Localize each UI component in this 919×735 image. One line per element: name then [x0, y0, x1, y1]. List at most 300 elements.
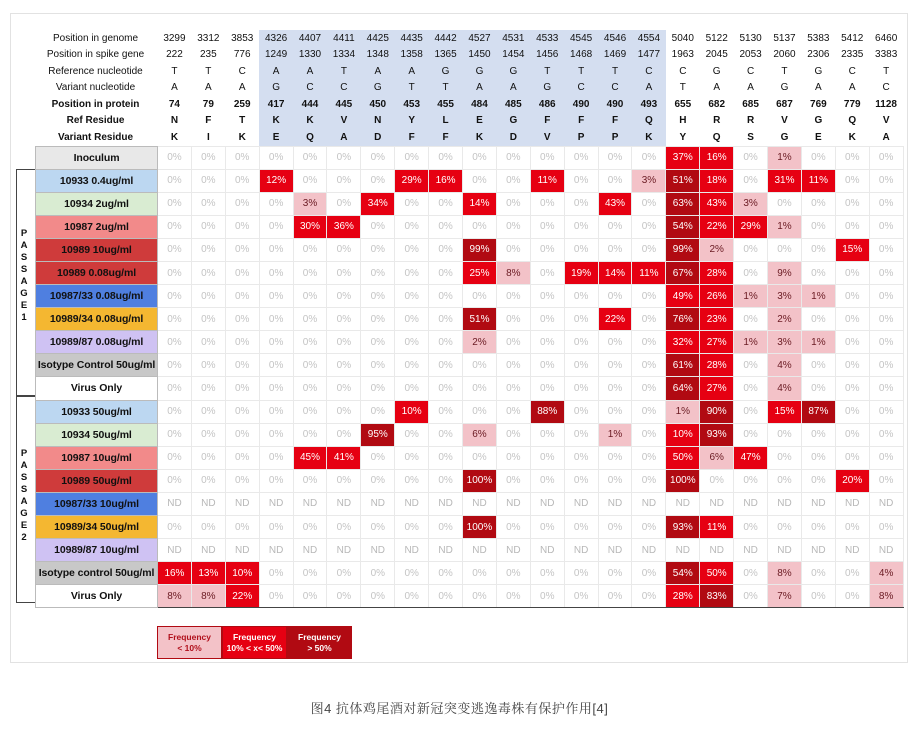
frequency-cell: ND [395, 492, 429, 515]
frequency-cell: 0% [429, 261, 463, 284]
frequency-cell: 0% [700, 469, 734, 492]
frequency-cell: 0% [158, 469, 192, 492]
frequency-cell: 0% [632, 516, 666, 539]
frequency-cell: ND [632, 539, 666, 562]
frequency-cell: ND [768, 492, 802, 515]
frequency-cell: 0% [327, 308, 361, 331]
frequency-cell: 0% [598, 285, 632, 308]
frequency-cell: 0% [768, 446, 802, 469]
frequency-cell: 0% [327, 400, 361, 423]
header-row-label: Ref Residue [66, 115, 125, 127]
header-cell: 2053 [739, 49, 762, 61]
frequency-cell: 19% [564, 261, 598, 284]
header-cell: E [815, 131, 822, 143]
table-row [36, 585, 904, 608]
frequency-cell: 3% [768, 285, 802, 308]
frequency-cell: 0% [869, 285, 903, 308]
header-cell: 2045 [705, 49, 728, 61]
passage-2-label: P A S S A G E 2 [20, 448, 28, 543]
sample-label: 10987 10ug/ml [36, 446, 158, 469]
frequency-cell: 0% [768, 423, 802, 446]
header-cell: 1348 [361, 47, 395, 64]
frequency-cell: 0% [429, 308, 463, 331]
header-cell: 493 [632, 96, 666, 113]
frequency-cell: 0% [801, 516, 835, 539]
frequency-cell: 0% [496, 469, 530, 492]
frequency-cell: 29% [734, 215, 768, 238]
frequency-cell: ND [191, 539, 225, 562]
header-cell: 2335 [841, 49, 864, 61]
header-cell: 1330 [293, 47, 327, 64]
frequency-cell: 0% [259, 469, 293, 492]
frequency-cell: 0% [801, 377, 835, 400]
header-cell: 3383 [875, 49, 898, 61]
frequency-cell: 0% [530, 146, 564, 169]
frequency-cell: 0% [395, 354, 429, 377]
frequency-cell: 0% [835, 516, 869, 539]
frequency-cell: 0% [327, 261, 361, 284]
header-cell: F [395, 129, 429, 146]
header-cell: 79 [202, 98, 214, 110]
frequency-cell: 4% [768, 377, 802, 400]
frequency-cell: 63% [666, 192, 700, 215]
header-cell: 769 [810, 98, 827, 110]
frequency-cell: 0% [869, 377, 903, 400]
frequency-cell: 100% [463, 469, 497, 492]
frequency-cell: 0% [869, 331, 903, 354]
frequency-cell: 0% [564, 562, 598, 585]
frequency-cell: ND [225, 539, 259, 562]
header-cell: T [239, 115, 246, 127]
frequency-cell: 15% [835, 238, 869, 261]
frequency-cell: 0% [191, 469, 225, 492]
header-cell: D [361, 129, 395, 146]
frequency-cell: 93% [666, 516, 700, 539]
frequency-cell: 1% [768, 146, 802, 169]
header-cell: T [781, 65, 788, 77]
frequency-cell: 0% [564, 285, 598, 308]
header-cell: G [361, 80, 395, 97]
frequency-cell: 0% [869, 446, 903, 469]
header-cell: G [712, 65, 721, 77]
frequency-cell: 0% [564, 331, 598, 354]
frequency-cell: 0% [395, 516, 429, 539]
header-cell: G [530, 80, 564, 97]
frequency-cell: 0% [564, 238, 598, 261]
frequency-cell: 0% [191, 238, 225, 261]
header-cell: 2306 [807, 49, 830, 61]
frequency-cell: 0% [293, 354, 327, 377]
frequency-cell: 0% [530, 469, 564, 492]
frequency-cell: 0% [158, 308, 192, 331]
frequency-cell: 61% [666, 354, 700, 377]
frequency-cell: 0% [598, 331, 632, 354]
header-cell: K [848, 131, 856, 143]
frequency-cell: 49% [666, 285, 700, 308]
frequency-cell: 0% [734, 169, 768, 192]
table-row [36, 238, 904, 261]
header-cell: K [632, 129, 666, 146]
frequency-cell: 0% [463, 354, 497, 377]
header-cell: 450 [361, 96, 395, 113]
frequency-cell: 4% [869, 562, 903, 585]
sample-label: 10989 50ug/ml [36, 469, 158, 492]
frequency-cell: 8% [768, 562, 802, 585]
frequency-cell: 0% [564, 377, 598, 400]
sample-label: 10989/87 0.08ug/ml [36, 331, 158, 354]
frequency-cell: 0% [395, 377, 429, 400]
frequency-cell: 0% [530, 261, 564, 284]
table-row [36, 446, 904, 469]
frequency-cell: 31% [768, 169, 802, 192]
header-row-label: Variant nucleotide [55, 82, 136, 94]
frequency-cell: 45% [293, 446, 327, 469]
frequency-cell: ND [869, 492, 903, 515]
frequency-cell: 10% [395, 400, 429, 423]
frequency-cell: ND [835, 539, 869, 562]
header-cell: A [848, 82, 856, 94]
frequency-cell: ND [293, 539, 327, 562]
frequency-cell: 8% [869, 585, 903, 608]
frequency-cell: 0% [598, 446, 632, 469]
frequency-cell: 0% [835, 354, 869, 377]
frequency-cell: 1% [734, 285, 768, 308]
frequency-cell: 0% [259, 377, 293, 400]
header-row-label: Reference nucleotide [48, 65, 143, 77]
frequency-cell: 0% [225, 146, 259, 169]
header-cell: 3312 [197, 32, 220, 44]
frequency-cell: 99% [666, 238, 700, 261]
frequency-cell: 0% [463, 146, 497, 169]
frequency-cell: 0% [632, 238, 666, 261]
header-cell: Q [848, 115, 857, 127]
frequency-cell: 0% [395, 261, 429, 284]
frequency-cell: 0% [158, 354, 192, 377]
frequency-cell: 0% [293, 331, 327, 354]
frequency-cell: 0% [191, 192, 225, 215]
frequency-cell: 0% [158, 192, 192, 215]
frequency-cell: 0% [191, 354, 225, 377]
frequency-cell: 0% [496, 516, 530, 539]
frequency-cell: 0% [429, 562, 463, 585]
frequency-cell: 0% [158, 146, 192, 169]
frequency-cell: 0% [361, 215, 395, 238]
frequency-cell: 0% [734, 585, 768, 608]
frequency-cell: 0% [225, 285, 259, 308]
frequency-cell: 0% [429, 215, 463, 238]
header-cell: Y [395, 113, 429, 130]
frequency-cell: 51% [666, 169, 700, 192]
header-cell: Q [632, 113, 666, 130]
frequency-cell: 0% [530, 238, 564, 261]
header-cell: A [632, 80, 666, 97]
sample-label: 10934 50ug/ml [36, 423, 158, 446]
frequency-cell: 14% [598, 261, 632, 284]
table-row [36, 562, 904, 585]
frequency-cell: 47% [734, 446, 768, 469]
frequency-cell: 0% [734, 238, 768, 261]
header-cell: 4531 [496, 30, 530, 47]
frequency-cell: 0% [734, 516, 768, 539]
header-cell: Q [712, 131, 721, 143]
frequency-cell: ND [564, 539, 598, 562]
header-row-label: Position in spike gene [46, 49, 145, 61]
header-cell: 444 [293, 96, 327, 113]
frequency-cell: 0% [158, 215, 192, 238]
frequency-cell: 0% [869, 423, 903, 446]
frequency-cell: ND [734, 539, 768, 562]
header-cell: 1456 [530, 47, 564, 64]
frequency-cell: 0% [768, 469, 802, 492]
header-cell: 779 [843, 98, 861, 110]
frequency-cell: 14% [463, 192, 497, 215]
header-cell: A [361, 63, 395, 80]
frequency-cell: 0% [225, 377, 259, 400]
frequency-cell: 0% [734, 377, 768, 400]
frequency-cell: 0% [869, 469, 903, 492]
frequency-cell: 29% [395, 169, 429, 192]
frequency-cell: 0% [869, 215, 903, 238]
frequency-cell: 32% [666, 331, 700, 354]
frequency-cell: 0% [869, 192, 903, 215]
frequency-cell: 0% [530, 308, 564, 331]
frequency-cell: 100% [463, 516, 497, 539]
frequency-cell: 0% [158, 285, 192, 308]
header-cell: A [327, 129, 361, 146]
frequency-cell: 26% [700, 285, 734, 308]
frequency-cell: 0% [530, 585, 564, 608]
header-cell: A [463, 80, 497, 97]
frequency-cell: ND [191, 492, 225, 515]
frequency-cell: 11% [801, 169, 835, 192]
frequency-cell: ND [395, 539, 429, 562]
frequency-cell: 0% [327, 285, 361, 308]
frequency-cell: 1% [768, 215, 802, 238]
legend-range: < 10% [177, 642, 202, 653]
frequency-cell: 0% [361, 469, 395, 492]
frequency-cell: 0% [191, 308, 225, 331]
header-cell: 1358 [395, 47, 429, 64]
frequency-cell: 0% [869, 238, 903, 261]
frequency-cell: 0% [259, 285, 293, 308]
frequency-cell: 0% [496, 446, 530, 469]
frequency-cell: ND [700, 539, 734, 562]
frequency-cell: 0% [293, 285, 327, 308]
frequency-cell: 3% [293, 192, 327, 215]
frequency-cell: 0% [327, 192, 361, 215]
frequency-cell: 0% [598, 238, 632, 261]
header-cell: F [564, 113, 598, 130]
frequency-cell: 54% [666, 562, 700, 585]
frequency-cell: 0% [395, 146, 429, 169]
header-cell: A [171, 82, 178, 94]
header-cell: C [679, 65, 687, 77]
frequency-cell: 0% [801, 238, 835, 261]
frequency-cell: 0% [361, 146, 395, 169]
frequency-cell: 11% [700, 516, 734, 539]
figure-caption: 图4 抗体鸡尾酒对新冠突变逃逸毒株有保护作用[4] [310, 701, 609, 716]
header-cell: R [713, 115, 721, 127]
frequency-cell: 11% [530, 169, 564, 192]
header-cell: 4435 [395, 30, 429, 47]
header-cell: 453 [395, 96, 429, 113]
frequency-cell: 0% [835, 562, 869, 585]
header-cell: 235 [199, 49, 217, 61]
frequency-legend [157, 626, 352, 659]
frequency-cell: 0% [564, 354, 598, 377]
frequency-cell: 0% [463, 585, 497, 608]
header-cell: G [780, 131, 789, 143]
header-cell: H [679, 115, 687, 127]
frequency-cell: 0% [191, 261, 225, 284]
frequency-cell: 0% [869, 169, 903, 192]
frequency-cell: 0% [768, 238, 802, 261]
frequency-cell: 0% [463, 562, 497, 585]
frequency-cell: 0% [835, 400, 869, 423]
frequency-cell: 0% [327, 562, 361, 585]
frequency-cell: 0% [835, 192, 869, 215]
frequency-cell: 0% [598, 354, 632, 377]
header-cell: 222 [166, 49, 183, 61]
header-cell: 490 [598, 96, 632, 113]
frequency-cell: 0% [734, 423, 768, 446]
header-cell: L [429, 113, 463, 130]
frequency-cell: 0% [734, 400, 768, 423]
frequency-cell: ND [259, 539, 293, 562]
header-cell: 4411 [327, 30, 361, 47]
header-cell: F [530, 113, 564, 130]
frequency-cell: 0% [530, 354, 564, 377]
header-cell: 1468 [564, 47, 598, 64]
header-row [36, 129, 904, 146]
frequency-cell: ND [564, 492, 598, 515]
frequency-cell: 0% [869, 354, 903, 377]
frequency-cell: 0% [395, 308, 429, 331]
header-cell: 5383 [807, 32, 830, 44]
header-cell: E [463, 113, 497, 130]
header-cell: D [496, 129, 530, 146]
frequency-cell: 0% [429, 377, 463, 400]
frequency-cell: ND [259, 492, 293, 515]
frequency-cell: ND [327, 539, 361, 562]
header-cell: 4546 [598, 30, 632, 47]
frequency-cell: 0% [293, 516, 327, 539]
header-cell: 5130 [739, 32, 762, 44]
frequency-cell: 0% [869, 516, 903, 539]
frequency-cell: 0% [734, 146, 768, 169]
frequency-cell: 0% [801, 192, 835, 215]
frequency-cell: 0% [801, 215, 835, 238]
legend-title: Frequency [233, 631, 276, 642]
frequency-cell: 64% [666, 377, 700, 400]
header-cell: K [259, 113, 293, 130]
frequency-cell: 0% [259, 261, 293, 284]
header-cell: 3299 [163, 32, 186, 44]
header-cell: T [530, 63, 564, 80]
frequency-cell: 0% [293, 261, 327, 284]
frequency-cell: ND [293, 492, 327, 515]
frequency-cell: 0% [158, 377, 192, 400]
header-cell: K [170, 131, 179, 143]
frequency-cell: 0% [327, 423, 361, 446]
frequency-cell: 0% [293, 377, 327, 400]
frequency-cell: 28% [666, 585, 700, 608]
header-cell: E [259, 129, 293, 146]
frequency-cell: ND [801, 539, 835, 562]
header-cell: K [238, 131, 246, 143]
header-cell: 1334 [327, 47, 361, 64]
frequency-cell: 0% [801, 146, 835, 169]
frequency-cell: 0% [835, 377, 869, 400]
frequency-cell: 0% [564, 215, 598, 238]
frequency-cell: ND [598, 492, 632, 515]
frequency-cell: 0% [327, 331, 361, 354]
frequency-cell: 0% [530, 377, 564, 400]
frequency-cell: 0% [293, 400, 327, 423]
frequency-cell: 0% [429, 192, 463, 215]
frequency-cell: 0% [361, 354, 395, 377]
header-cell: 417 [259, 96, 293, 113]
frequency-cell: 18% [700, 169, 734, 192]
header-cell: T [679, 82, 686, 94]
frequency-cell: 7% [768, 585, 802, 608]
frequency-cell: ND [361, 539, 395, 562]
frequency-cell: ND [666, 539, 700, 562]
sample-label: 10933 50ug/ml [36, 400, 158, 423]
frequency-cell: 1% [666, 400, 700, 423]
header-cell: 485 [496, 96, 530, 113]
frequency-cell: 0% [530, 516, 564, 539]
header-cell: 2060 [773, 49, 796, 61]
frequency-cell: 0% [361, 261, 395, 284]
header-cell: G [780, 82, 789, 94]
frequency-cell: 0% [327, 469, 361, 492]
frequency-cell: 8% [191, 585, 225, 608]
frequency-cell: ND [463, 539, 497, 562]
frequency-cell: 0% [259, 331, 293, 354]
header-cell: 1963 [671, 49, 694, 61]
frequency-cell: ND [835, 492, 869, 515]
frequency-cell: 27% [700, 377, 734, 400]
frequency-cell: 0% [835, 423, 869, 446]
header-cell: 1454 [496, 47, 530, 64]
frequency-cell: 0% [225, 446, 259, 469]
frequency-cell: 54% [666, 215, 700, 238]
legend-range: > 50% [307, 642, 332, 653]
frequency-cell: 0% [598, 516, 632, 539]
header-cell: V [781, 115, 788, 127]
header-cell: 4442 [429, 30, 463, 47]
table-row [36, 308, 904, 331]
frequency-cell: ND [768, 539, 802, 562]
frequency-cell: 0% [530, 446, 564, 469]
frequency-cell: 0% [801, 585, 835, 608]
frequency-cell: 0% [530, 423, 564, 446]
frequency-cell: ND [158, 492, 192, 515]
header-cell: 685 [742, 98, 759, 110]
frequency-cell: 0% [496, 377, 530, 400]
frequency-cell: 0% [158, 238, 192, 261]
frequency-cell: 0% [361, 238, 395, 261]
frequency-cell: 0% [327, 146, 361, 169]
frequency-cell: ND [361, 492, 395, 515]
frequency-cell: 90% [700, 400, 734, 423]
header-cell: A [395, 63, 429, 80]
frequency-cell: ND [632, 492, 666, 515]
frequency-cell: 0% [395, 192, 429, 215]
frequency-cell: 0% [395, 238, 429, 261]
header-cell: C [598, 80, 632, 97]
